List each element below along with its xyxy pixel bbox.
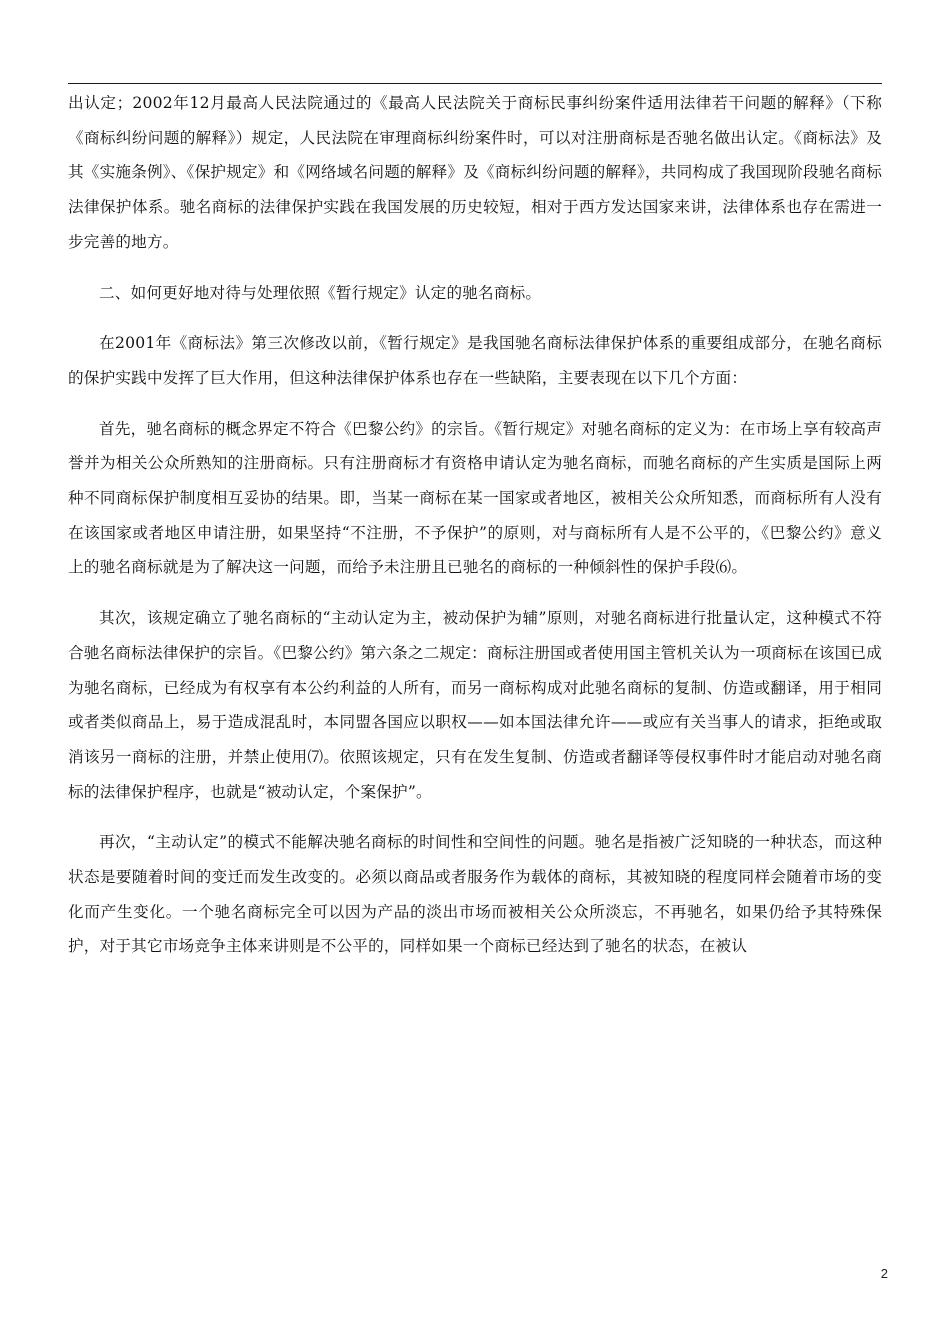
paragraph-third-point: 再次，“主动认定”的模式不能解决驰名商标的时间性和空间性的问题。驰名是指被广泛知晓的一种状态，而这种状态是要随着时间的变迁而发生改变的。必须以商品或者服务作为载体的商标，其被知晓的程度同样会随着市场的变化而产生变化。一个驰名商标完全可以因为产品的淡出市场而被相关公众所淡忘，不再驰名，如果仍给予其特殊保护，对于其它市场竞争主体来讲则是不公平的，同样如果一个商标已经达到了驰名的状态，在被认 bbox=[68, 833, 882, 956]
paragraph-second-point: 其次，该规定确立了驰名商标的“主动认定为主，被动保护为辅”原则，对驰名商标进行批量认定，这种模式不符合驰名商标法律保护的宗旨。《巴黎公约》第六条之二规定：商标注册国或者使用国主管机关认为一项商标在该国已成为驰名商标，已经成为有权享有本公约利益的人所有，而另一商标构成对此驰名商标的复制、仿造或翻译，用于相同或者类似商品上，易于造成混乱时，本同盟各国应以职权——如本国法律允许——或应有关当事人的请求，拒绝或取消该另一商标的注册，并禁止使用⑺。依照该规定，只有在发生复制、仿造或者翻译等侵权事件时才能启动对驰名商标的法律保护程序，也就是“被动认定，个案保护”。 bbox=[68, 609, 882, 801]
paragraph-interim-provisions: 在2001年《商标法》第三次修改以前，《暂行规定》是我国驰名商标法律保护体系的重要组成部分，在驰名商标的保护实践中发挥了巨大作用，但这种法律保护体系也存在一些缺陷，主要表现在以下几个方面： bbox=[68, 334, 882, 387]
paragraph-legal-framework: 出认定；2002年12月最高人民法院通过的《最高人民法院关于商标民事纠纷案件适用法律若干问题的解释》（下称《商标纠纷问题的解释》）规定，人民法院在审理商标纠纷案件时，可以对注册商标是否驰名做出认定。《商标法》及其《实施条例》、《保护规定》和《网络域名问题的解释》及《商标纠纷问题的解释》，共同构成了我国现阶段驰名商标法律保护体系。驰名商标的法律保护实践在我国发展的历史较短，相对于西方发达国家来讲，法律体系也存在需进一步完善的地方。 bbox=[68, 94, 882, 251]
page-number: 2 bbox=[880, 1266, 888, 1281]
paragraph-first-point: 首先，驰名商标的概念界定不符合《巴黎公约》的宗旨。《暂行规定》对驰名商标的定义为：在市场上享有较高声誉并为相关公众所熟知的注册商标。只有注册商标才有资格申请认定为驰名商标，而驰名商标的产生实质是国际上两种不同商标保护制度相互妥协的结果。即，当某一商标在某一国家或者地区，被相关公众所知悉，而商标所有人没有在该国家或者地区申请注册，如果坚持“不注册，不予保护”的原则，对与商标所有人是不公平的，《巴黎公约》意义上的驰名商标就是为了解决这一问题，而给予未注册且已驰名的商标的一种倾斜性的保护手段⑹。 bbox=[68, 419, 882, 577]
section-heading-two: 二、如何更好地对待与处理依照《暂行规定》认定的驰名商标。 bbox=[99, 283, 542, 302]
document-body bbox=[68, 86, 882, 964]
header-rule bbox=[68, 83, 882, 84]
